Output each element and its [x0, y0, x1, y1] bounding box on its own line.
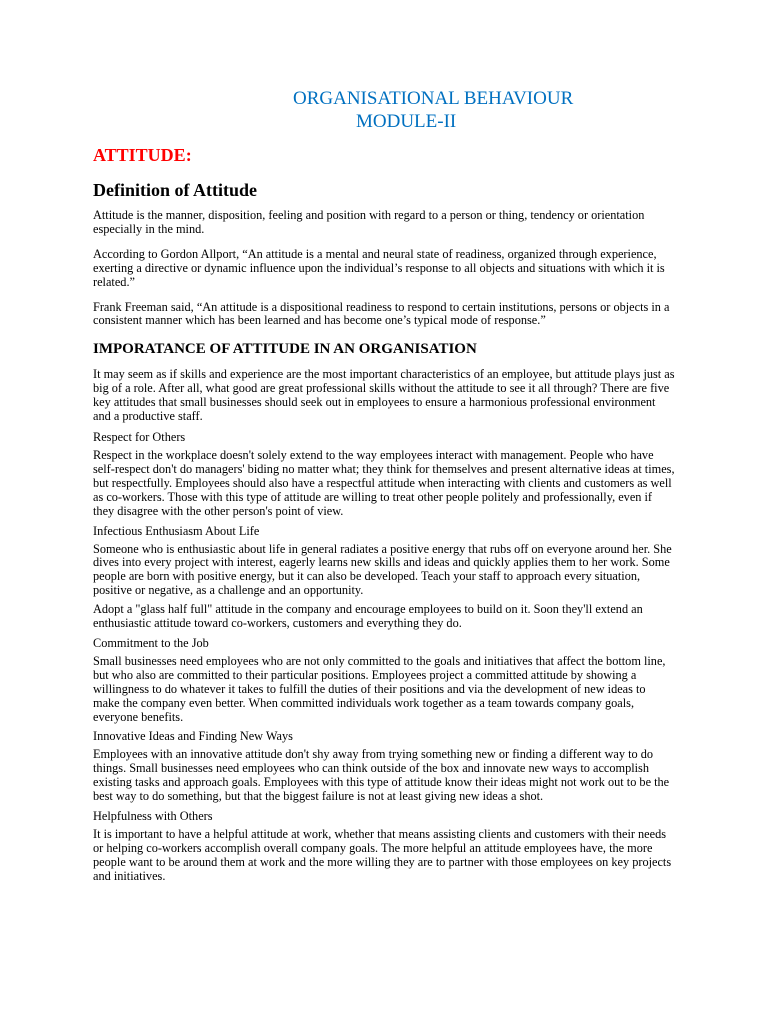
section-title-helpfulness: Helpfulness with Others: [93, 809, 213, 824]
module-label: MODULE-II: [356, 111, 457, 132]
section-title-innovation: Innovative Ideas and Finding New Ways: [93, 729, 293, 744]
section-paragraph-innovation: Employees with an innovative attitude don't shy away from trying something new or finding a different way to do things. Small businesses need employees who can think outside of the box and innovate new ways to accomplish existing tasks and approach goals. Employees with this type of attitude know their ideas might not work out to be the best way to do something, but that the biggest failure is not at least giving new ideas a shot.: [93, 747, 670, 804]
section-title-respect: Respect for Others: [93, 429, 186, 444]
freeman-quote-paragraph: Frank Freeman said, “An attitude is a dispositional readiness to respond to certain institutions, persons or objects in a consistent manner which has been learned and has become one’s typical mode of response.”: [93, 299, 670, 328]
section-title-enthusiasm: Infectious Enthusiasm About Life: [93, 523, 260, 538]
section-paragraph-respect: Respect in the workplace doesn't solely extend to the way employees interact with management. People who have self-respect don't do managers' biding no matter what; they think for themselves and present alternative ideas at times, but respectfully. Employees should also have a respectful attitude when interacting with clients and customers as well as co-workers. Those with this type of attitude are willing to treat other people politely and professionally, even if they disagree with the other person's point of view.: [93, 447, 675, 518]
importance-intro: It may seem as if skills and experience are the most important characteristics of an employee, but attitude plays just as big of a role. After all, what good are great professional skills without the attitude to see it all through? There are five key attitudes that small businesses should seek out in employees to ensure a harmonious professional environment and a productive staff.: [93, 367, 675, 424]
section-title-commitment: Commitment to the Job: [93, 635, 209, 650]
importance-heading: IMPORATANCE OF ATTITUDE IN AN ORGANISATION: [93, 341, 477, 358]
definition-heading: Definition of Attitude: [93, 180, 257, 200]
section-paragraph-enthusiasm-2: Adopt a "glass half full" attitude in the company and encourage employees to build on it. Soon they'll extend an enthusiastic attitude toward co-workers, customers and everything they do.: [93, 602, 643, 631]
document-title: ORGANISATIONAL BEHAVIOUR: [293, 88, 574, 109]
section-paragraph-commitment: Small businesses need employees who are not only committed to the goals and initiatives that affect the bottom line, but who also are committed to their particular positions. Employees project a committed attitude by showing a willingness to do whatever it takes to fulfill the duties of their positions and via the development of new ideas to make the company even better. When committed individuals work together as a team towards company goals, everyone benefits.: [93, 653, 666, 724]
definition-paragraph: Attitude is the manner, disposition, feeling and position with regard to a person or thing, tendency or orientation especially in the mind.: [93, 208, 645, 236]
section-paragraph-enthusiasm: Someone who is enthusiastic about life in general radiates a positive energy that rubs off on everyone around her. She dives into every project with interest, eagerly learns new skills and ideas and quickly applies them to her work. Some people are born with positive energy, but it can also be developed. Teach your staff to approach every situation, positive or negative, as a challenge and an opportunity.: [93, 541, 672, 598]
section-paragraph-helpfulness: It is important to have a helpful attitude at work, whether that means assisting clients and customers with their needs or helping co-workers accomplish overall company goals. The more helpful an attitude employees have, the more people want to be around them at work and the more willing they are to partner with those employees on key projects and initiatives.: [93, 827, 672, 883]
attitude-heading: ATTITUDE:: [93, 145, 192, 165]
allport-quote-paragraph: According to Gordon Allport, “An attitude is a mental and neural state of readiness, organized through experience, exerting a directive or dynamic influence upon the individual’s response to all objects and situations with which it is related.”: [93, 246, 665, 289]
document-body: [93, 144, 675, 889]
